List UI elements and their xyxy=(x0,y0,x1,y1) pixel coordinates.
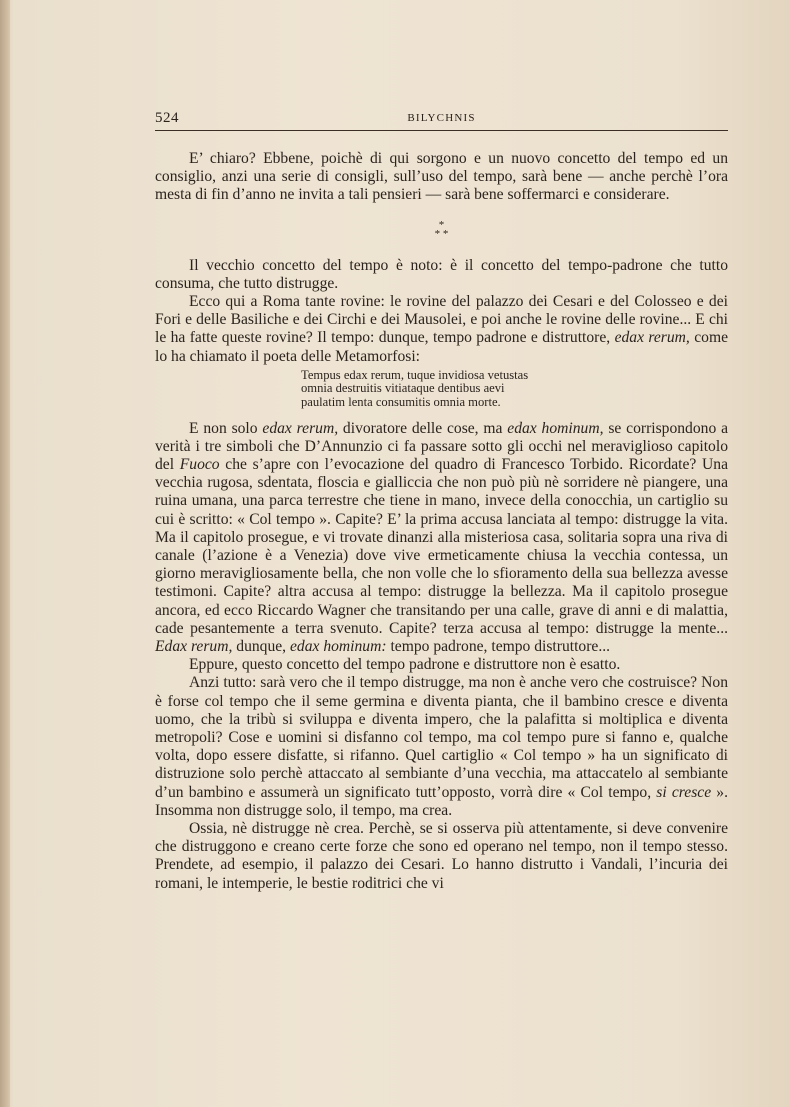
paragraph-4-italic-5: edax hominum: xyxy=(289,638,387,656)
paragraph-4-text-f: tempo padrone, tempo distruttore... xyxy=(386,638,611,656)
paragraph-4-text-d: che s’apre con l’evocazione del quadro di Francesco Torbido. Ricordate? Una vecchia rugosa, sdentata, floscia e gialliccia che non può più nè sorridere nè piangere, una ruina umana, una parca terrestre che tiene in mano, invece della conocchia, un cartiglio su cui è scritto: « Col tempo ». Capite? E’ la prima accusa lanciata al tempo: distrugge la vita. Ma il capitolo prosegue, e vi trovate dinanzi alla misteriosa casa, solitaria sopra una riva di canale (l’azione è a Venezia) dove vive ermeticamente chiusa la vecchia contessa, un giorno meravigliosamente bella, che non volle che lo sfioramento della sua bellezza avesse testimoni. Capite? altra accusa al tempo: distrugge la bellezza. Ma il capitolo prosegue ancora, ed ecco Riccardo Wagner che transitando per una calle, grave di anni e di malattia, cade pesantemente a terra svenuto. Capite? terza accusa al tempo: distrugge la mente... xyxy=(155,456,729,637)
body-text xyxy=(155,150,728,893)
paragraph-4-italic-1: edax rerum, xyxy=(262,419,339,437)
paragraph-4-text-c: se corrispondono a verità i tre simboli che D’Annunzio ci fa passare sotto gli occhi nel meraviglioso capitolo del xyxy=(155,419,728,474)
paragraph-6 xyxy=(155,674,728,820)
paragraph-3-italic: edax rerum, xyxy=(614,329,690,347)
paragraph-2: Il vecchio concetto del tempo è noto: è il concetto del tempo-padrone che tutto consuma, che tutto distrugge. xyxy=(155,256,728,292)
paragraph-4-italic-2: edax hominum, xyxy=(507,419,604,437)
page-header xyxy=(155,108,728,131)
paragraph-4 xyxy=(155,420,728,657)
paragraph-4-italic-3: Fuoco xyxy=(179,456,220,474)
paragraph-6-text-b: ». Insomma non distrugge solo, il tempo, ma crea. xyxy=(155,783,728,819)
page-number: 524 xyxy=(155,110,179,126)
paragraph-3-text-b: come lo ha chiamato il poeta delle Metamorfosi: xyxy=(155,329,728,365)
paragraph-3-text-a: Ecco qui a Roma tante rovine: le rovine del palazzo dei Cesari e del Colosseo e dei Fori e delle Basiliche e dei Circhi e dei Mausolei, e poi anche le rovine delle rovine... E chi le ha fatte queste rovine? Il tempo: dunque, tempo padrone e distruttore, xyxy=(155,293,728,347)
paragraph-5: Eppure, questo concetto del tempo padrone e distruttore non è esatto. xyxy=(189,656,621,674)
paragraph-4-text-e: dunque, xyxy=(232,638,290,656)
paragraph-4-text-b: divoratore delle cose, ma xyxy=(338,419,508,437)
paragraph-3 xyxy=(155,293,728,366)
paragraph-1: E’ chiaro? Ebbene, poichè di qui sorgono e un nuovo concetto del tempo ed un consiglio, anzi una serie di consigli, sull’uso del tempo, sarà bene — anche perchè l’ora mesta di fin d’anno ne invita a tali pensieri — sarà bene soffermarci e considerare. xyxy=(155,150,728,204)
quote-line-1: Tempus edax rerum, tuque invidiosa vetustas xyxy=(301,367,529,382)
quote-line-3: paulatim lenta consumitis omnia morte. xyxy=(301,395,501,410)
paragraph-6-text-a: Anzi tutto: sarà vero che il tempo distrugge, ma non è anche vero che costruisce? Non è forse col tempo che il seme germina e diventa pianta, che il bambino cresce e diventa uomo, che la tribù si sviluppa e diventa impero, che la palafitta si moltiplica e diventa metropoli? Cose e uomini si disfanno col tempo, ma col tempo pure si fanno e, qualche volta, dopo essere disfatte, si rifanno. Quel cartiglio « Col tempo » ha un significato di distruzione solo perchè attaccato al sembiante d’una vecchia, ma attaccatelo al sembiante d’un bambino e assumerà un significato tutt’opposto, vorrà dire « Col tempo, xyxy=(155,674,728,801)
page-binding-edge xyxy=(0,0,10,1107)
paragraph-4-italic-4: Edax rerum, xyxy=(155,638,233,656)
latin-quotation xyxy=(301,369,728,410)
running-title: BILYCHNIS xyxy=(407,112,476,124)
paragraph-7: Ossia, nè distrugge nè crea. Perchè, se si osserva più attentamente, si deve convenire che distruggono e creano certe forze che sono ed operano nel tempo, non il tempo stesso. Prendete, ad esempio, il palazzo dei Cesari. Lo hanno distrutto i Vandali, l’incuria dei romani, le intemperie, le bestie roditrici che vi xyxy=(155,820,728,892)
paragraph-6-italic: si cresce xyxy=(656,783,712,801)
paragraph-4-text-a: E non solo xyxy=(189,419,263,437)
asterism-top: * xyxy=(438,218,445,231)
section-asterism xyxy=(155,218,728,240)
quote-line-2: omnia destruitis vitiataque dentibus aevi xyxy=(301,381,505,396)
asterism-bottom: * * xyxy=(434,227,449,240)
